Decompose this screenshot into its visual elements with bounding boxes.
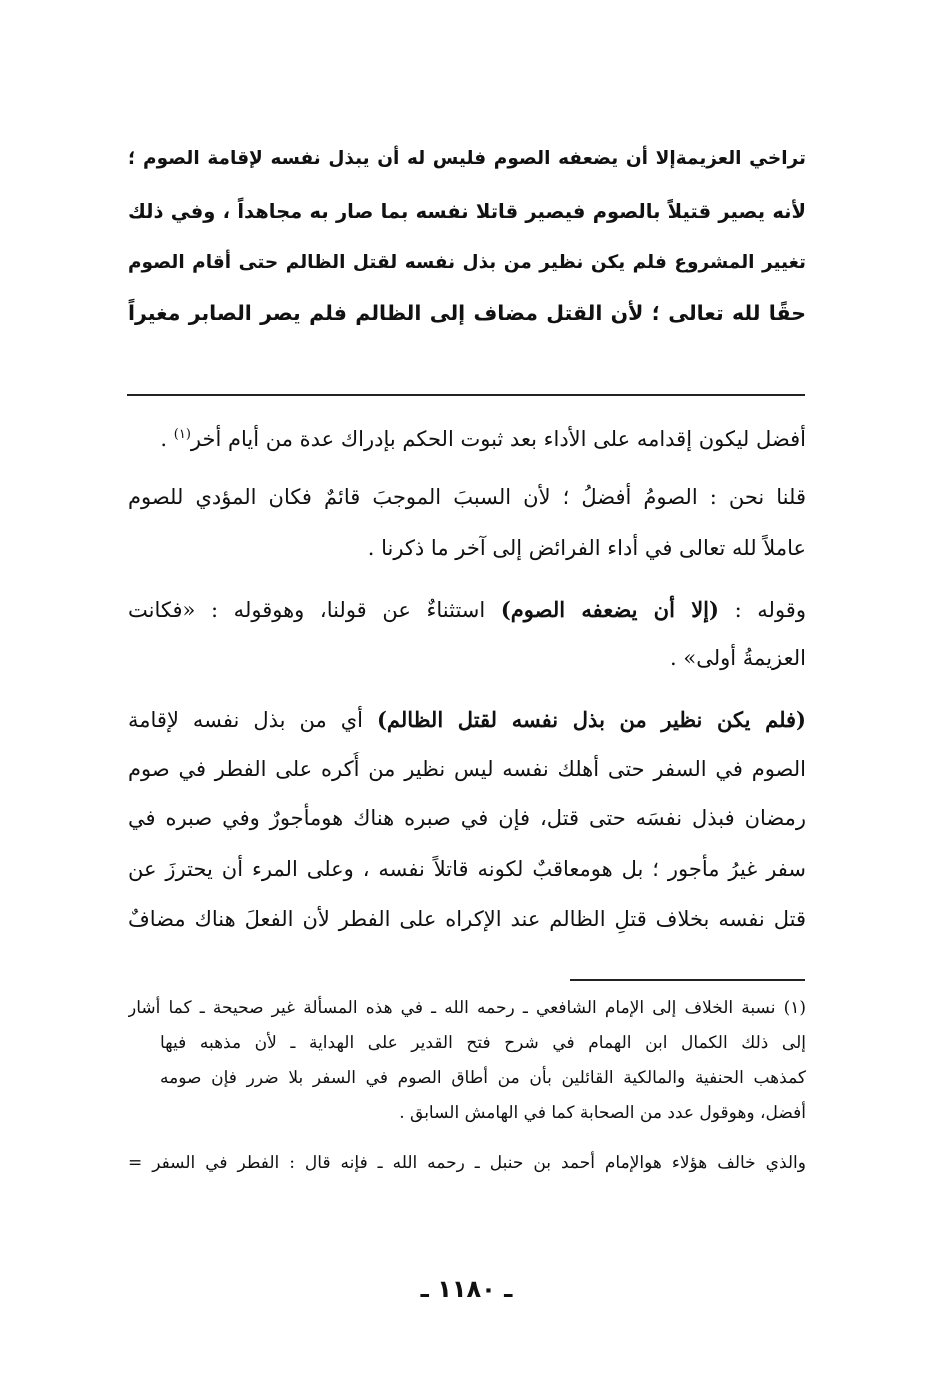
footnote-ref: (١) (173, 427, 191, 442)
footnote-line: والذي خالف هؤلاء هوالإمام أحمد بن حنبل ـ رحمه الله ـ فإنه قال : الفطر في السفر = (128, 1153, 806, 1173)
footnote-divider (570, 979, 805, 981)
footnote-line: كمذهب الحنفية والمالكية القائلين بأن من أطاق الصوم في السفر بلا ضرر فإن صومه (160, 1068, 806, 1088)
commentary-line: العزيمةُ أولى» . (670, 646, 806, 670)
footnote-line: أفضل، وهوقول عدد من الصحابة كما في الهامش السابق . (399, 1103, 806, 1123)
main-text-line: تغيير المشروع فلم يكن نظير من بذل نفسه لقتل الظالم حتى أقام الصوم (128, 252, 806, 273)
matn-quote: (فلم يكن نظير من بذل نفسه لقتل الظالم) (377, 707, 806, 732)
commentary-line: عاملاً لله تعالى في أداء الفرائض إلى آخر ما ذكرنا . (367, 536, 806, 560)
commentary-line: قلنا نحن : الصومُ أفضلُ ؛ لأن السببَ الموجبَ قائمٌ فكان المؤدي للصوم (128, 485, 806, 509)
commentary-line: سفر غيرُ مأجور ؛ بل هومعاقبٌ لكونه قاتلاً نفسه ، وعلى المرء أن يحترزَ عن (128, 857, 806, 881)
commentary-text: استثناءٌ عن قولنا، وهوقوله : «فكانت (128, 598, 501, 622)
main-text-line: حقًا لله تعالى ؛ لأن القتل مضاف إلى الظالم فلم يصر الصابر مغيراً (128, 301, 806, 325)
footnote-line: (١) نسبة الخلاف إلى الإمام الشافعي ـ رحمه الله ـ في هذه المسألة غير صحيحة ـ كما أشار (128, 998, 806, 1018)
commentary-line (128, 593, 806, 627)
main-text-line: تراخي العزيمةإلا أن يضعفه الصوم فليس له أن يبذل نفسه لإقامة الصوم ؛ (128, 148, 806, 169)
commentary-text: أي من بذل نفسه لإقامة (128, 708, 377, 732)
commentary-text: . (160, 427, 168, 451)
commentary-line: الصوم في السفر حتى أهلك نفسه ليس نظير من أُكره على الفطر في صوم (128, 757, 806, 781)
commentary-line: قتل نفسه بخلاف قتلِ الظالم عند الإكراه على الفطر لأن الفعلَ هناك مضافٌ (128, 907, 806, 931)
commentary-text: وقوله : (718, 598, 806, 622)
commentary-line (128, 703, 806, 737)
commentary-line: رمضان فبذل نفسَه حتى قتل، فإن في صبره هناك هومأجورٌ وفي صبره في (128, 806, 806, 830)
footnote-line: إلى ذلك الكمال ابن الهمام في شرح فتح القدير على الهداية ـ لأن مذهبه فيها (160, 1033, 806, 1053)
commentary-line (128, 418, 806, 456)
commentary-text: أفضل ليكون إقدامه على الأداء بعد ثبوت الحكم بإدراك عدة من أيام أخر (190, 427, 806, 451)
main-divider (127, 394, 805, 396)
matn-quote: (إلا أن يضعفه الصوم) (500, 597, 719, 622)
page-number: ـ ١١٨٠ ـ (420, 1275, 513, 1303)
main-text-line: لأنه يصير قتيلاً بالصوم فيصير قاتلا نفسه بما صار به مجاهداً ، وفي ذلك (128, 200, 806, 223)
